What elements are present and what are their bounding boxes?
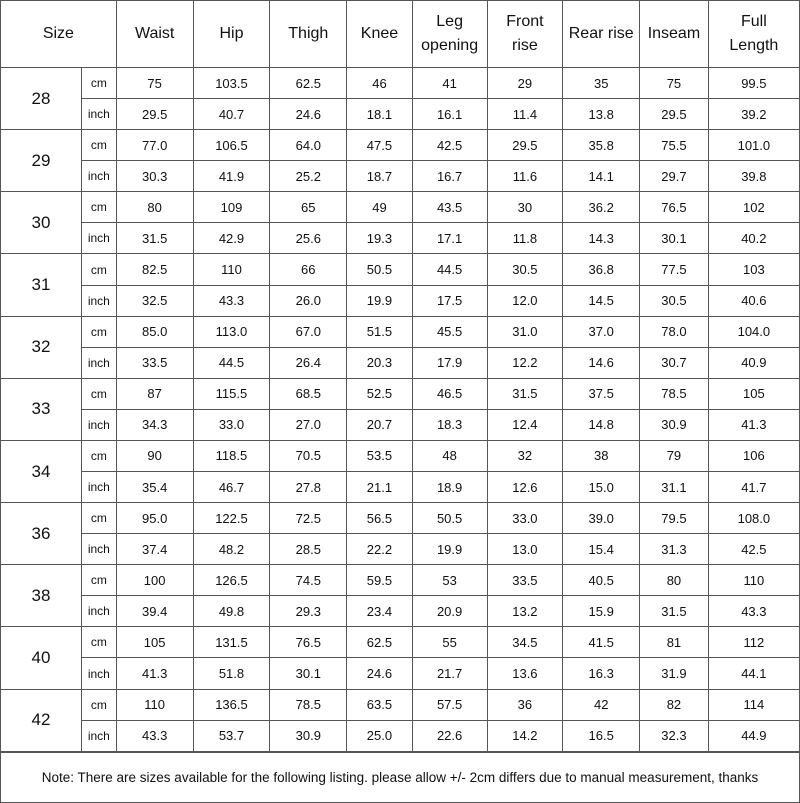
size-value: 28 bbox=[1, 68, 82, 130]
header-waist: Waist bbox=[116, 1, 193, 68]
unit-label: inch bbox=[81, 534, 116, 565]
measurement-cell: 66 bbox=[270, 254, 347, 285]
measurement-cell: 100 bbox=[116, 565, 193, 596]
measurement-cell: 67.0 bbox=[270, 316, 347, 347]
unit-label: cm bbox=[81, 316, 116, 347]
table-row bbox=[1, 316, 800, 347]
measurement-cell: 36.2 bbox=[563, 192, 640, 223]
measurement-cell: 18.7 bbox=[347, 161, 413, 192]
unit-label: inch bbox=[81, 285, 116, 316]
measurement-cell: 16.7 bbox=[412, 161, 487, 192]
measurement-cell: 40.7 bbox=[193, 99, 270, 130]
measurement-cell: 18.9 bbox=[412, 472, 487, 503]
measurement-cell: 31.3 bbox=[640, 534, 709, 565]
measurement-cell: 16.5 bbox=[563, 720, 640, 751]
measurement-cell: 31.9 bbox=[640, 658, 709, 689]
measurement-cell: 35.4 bbox=[116, 472, 193, 503]
unit-label: inch bbox=[81, 161, 116, 192]
table-row bbox=[1, 596, 800, 627]
measurement-cell: 118.5 bbox=[193, 440, 270, 471]
table-row bbox=[1, 68, 800, 99]
unit-label: inch bbox=[81, 658, 116, 689]
table-row bbox=[1, 627, 800, 658]
size-value: 30 bbox=[1, 192, 82, 254]
measurement-cell: 41.7 bbox=[708, 472, 799, 503]
measurement-cell: 77.5 bbox=[640, 254, 709, 285]
measurement-cell: 49.8 bbox=[193, 596, 270, 627]
measurement-cell: 11.6 bbox=[487, 161, 563, 192]
measurement-cell: 31.5 bbox=[640, 596, 709, 627]
measurement-cell: 99.5 bbox=[708, 68, 799, 99]
table-row bbox=[1, 378, 800, 409]
measurement-cell: 12.2 bbox=[487, 347, 563, 378]
table-row bbox=[1, 565, 800, 596]
measurement-cell: 19.3 bbox=[347, 223, 413, 254]
measurement-cell: 108.0 bbox=[708, 503, 799, 534]
table-row bbox=[1, 285, 800, 316]
measurement-cell: 51.5 bbox=[347, 316, 413, 347]
unit-label: cm bbox=[81, 565, 116, 596]
measurement-cell: 12.6 bbox=[487, 472, 563, 503]
measurement-cell: 47.5 bbox=[347, 130, 413, 161]
measurement-cell: 29.5 bbox=[640, 99, 709, 130]
measurement-cell: 40.9 bbox=[708, 347, 799, 378]
measurement-cell: 35.8 bbox=[563, 130, 640, 161]
measurement-cell: 79.5 bbox=[640, 503, 709, 534]
measurement-cell: 36.8 bbox=[563, 254, 640, 285]
unit-label: cm bbox=[81, 68, 116, 99]
measurement-cell: 41 bbox=[412, 68, 487, 99]
measurement-cell: 14.3 bbox=[563, 223, 640, 254]
size-value: 36 bbox=[1, 503, 82, 565]
measurement-cell: 80 bbox=[116, 192, 193, 223]
unit-label: cm bbox=[81, 440, 116, 471]
measurement-cell: 19.9 bbox=[347, 285, 413, 316]
measurement-cell: 76.5 bbox=[640, 192, 709, 223]
measurement-cell: 19.9 bbox=[412, 534, 487, 565]
unit-label: cm bbox=[81, 627, 116, 658]
measurement-cell: 25.6 bbox=[270, 223, 347, 254]
measurement-cell: 78.5 bbox=[270, 689, 347, 720]
size-value: 38 bbox=[1, 565, 82, 627]
measurement-cell: 30.1 bbox=[640, 223, 709, 254]
measurement-cell: 75.5 bbox=[640, 130, 709, 161]
measurement-cell: 11.4 bbox=[487, 99, 563, 130]
measurement-cell: 37.5 bbox=[563, 378, 640, 409]
measurement-cell: 38 bbox=[563, 440, 640, 471]
measurement-cell: 22.6 bbox=[412, 720, 487, 751]
header-knee: Knee bbox=[347, 1, 413, 68]
measurement-cell: 29.5 bbox=[116, 99, 193, 130]
measurement-cell: 50.5 bbox=[412, 503, 487, 534]
measurement-cell: 62.5 bbox=[270, 68, 347, 99]
measurement-cell: 27.8 bbox=[270, 472, 347, 503]
measurement-cell: 31.5 bbox=[487, 378, 563, 409]
measurement-cell: 29.5 bbox=[487, 130, 563, 161]
measurement-cell: 85.0 bbox=[116, 316, 193, 347]
unit-label: inch bbox=[81, 223, 116, 254]
table-row bbox=[1, 534, 800, 565]
measurement-cell: 13.8 bbox=[563, 99, 640, 130]
measurement-cell: 44.9 bbox=[708, 720, 799, 751]
measurement-cell: 43.5 bbox=[412, 192, 487, 223]
measurement-cell: 136.5 bbox=[193, 689, 270, 720]
measurement-cell: 126.5 bbox=[193, 565, 270, 596]
measurement-cell: 33.5 bbox=[487, 565, 563, 596]
measurement-cell: 31.1 bbox=[640, 472, 709, 503]
measurement-cell: 29.7 bbox=[640, 161, 709, 192]
measurement-cell: 53.7 bbox=[193, 720, 270, 751]
measurement-cell: 131.5 bbox=[193, 627, 270, 658]
measurement-cell: 95.0 bbox=[116, 503, 193, 534]
measurement-cell: 42.9 bbox=[193, 223, 270, 254]
measurement-cell: 102 bbox=[708, 192, 799, 223]
measurement-cell: 40.2 bbox=[708, 223, 799, 254]
size-value: 42 bbox=[1, 689, 82, 751]
measurement-cell: 39.8 bbox=[708, 161, 799, 192]
unit-label: inch bbox=[81, 472, 116, 503]
size-value: 40 bbox=[1, 627, 82, 689]
measurement-cell: 48.2 bbox=[193, 534, 270, 565]
measurement-cell: 33.0 bbox=[193, 409, 270, 440]
measurement-cell: 41.9 bbox=[193, 161, 270, 192]
table-row bbox=[1, 472, 800, 503]
size-chart-body bbox=[1, 68, 800, 752]
measurement-cell: 31.5 bbox=[116, 223, 193, 254]
measurement-cell: 46 bbox=[347, 68, 413, 99]
measurement-cell: 14.8 bbox=[563, 409, 640, 440]
measurement-cell: 32.3 bbox=[640, 720, 709, 751]
unit-label: cm bbox=[81, 192, 116, 223]
unit-label: cm bbox=[81, 503, 116, 534]
measurement-cell: 42.5 bbox=[708, 534, 799, 565]
measurement-cell: 48 bbox=[412, 440, 487, 471]
measurement-cell: 16.3 bbox=[563, 658, 640, 689]
measurement-cell: 109 bbox=[193, 192, 270, 223]
measurement-cell: 30.9 bbox=[270, 720, 347, 751]
unit-label: cm bbox=[81, 378, 116, 409]
measurement-cell: 32 bbox=[487, 440, 563, 471]
measurement-cell: 78.0 bbox=[640, 316, 709, 347]
measurement-cell: 55 bbox=[412, 627, 487, 658]
measurement-cell: 44.1 bbox=[708, 658, 799, 689]
measurement-cell: 37.0 bbox=[563, 316, 640, 347]
measurement-cell: 15.0 bbox=[563, 472, 640, 503]
table-row bbox=[1, 440, 800, 471]
measurement-cell: 114 bbox=[708, 689, 799, 720]
measurement-cell: 49 bbox=[347, 192, 413, 223]
measurement-cell: 53 bbox=[412, 565, 487, 596]
measurement-cell: 63.5 bbox=[347, 689, 413, 720]
measurement-cell: 20.7 bbox=[347, 409, 413, 440]
measurement-cell: 24.6 bbox=[347, 658, 413, 689]
measurement-cell: 65 bbox=[270, 192, 347, 223]
measurement-cell: 106 bbox=[708, 440, 799, 471]
measurement-cell: 12.0 bbox=[487, 285, 563, 316]
header-row bbox=[1, 1, 800, 68]
unit-label: inch bbox=[81, 720, 116, 751]
measurement-cell: 37.4 bbox=[116, 534, 193, 565]
measurement-cell: 30.5 bbox=[640, 285, 709, 316]
measurement-cell: 87 bbox=[116, 378, 193, 409]
measurement-cell: 101.0 bbox=[708, 130, 799, 161]
size-value: 34 bbox=[1, 440, 82, 502]
measurement-cell: 45.5 bbox=[412, 316, 487, 347]
measurement-cell: 40.6 bbox=[708, 285, 799, 316]
measurement-cell: 105 bbox=[708, 378, 799, 409]
table-row bbox=[1, 99, 800, 130]
header-inseam: Inseam bbox=[640, 1, 709, 68]
measurement-cell: 23.4 bbox=[347, 596, 413, 627]
measurement-cell: 33.0 bbox=[487, 503, 563, 534]
measurement-note: Note: There are sizes available for the following listing. please allow +/- 2cm differs due to manual measurement, thanks bbox=[0, 752, 800, 803]
measurement-cell: 35 bbox=[563, 68, 640, 99]
measurement-cell: 57.5 bbox=[412, 689, 487, 720]
size-value: 32 bbox=[1, 316, 82, 378]
table-row bbox=[1, 192, 800, 223]
measurement-cell: 90 bbox=[116, 440, 193, 471]
measurement-cell: 40.5 bbox=[563, 565, 640, 596]
measurement-cell: 43.3 bbox=[708, 596, 799, 627]
table-row bbox=[1, 223, 800, 254]
measurement-cell: 27.0 bbox=[270, 409, 347, 440]
measurement-cell: 46.5 bbox=[412, 378, 487, 409]
measurement-cell: 113.0 bbox=[193, 316, 270, 347]
measurement-cell: 110 bbox=[193, 254, 270, 285]
measurement-cell: 75 bbox=[116, 68, 193, 99]
measurement-cell: 105 bbox=[116, 627, 193, 658]
measurement-cell: 41.5 bbox=[563, 627, 640, 658]
measurement-cell: 26.0 bbox=[270, 285, 347, 316]
measurement-cell: 56.5 bbox=[347, 503, 413, 534]
table-row bbox=[1, 130, 800, 161]
measurement-cell: 110 bbox=[116, 689, 193, 720]
measurement-cell: 79 bbox=[640, 440, 709, 471]
size-value: 33 bbox=[1, 378, 82, 440]
measurement-cell: 76.5 bbox=[270, 627, 347, 658]
measurement-cell: 34.5 bbox=[487, 627, 563, 658]
header-hip: Hip bbox=[193, 1, 270, 68]
measurement-cell: 21.1 bbox=[347, 472, 413, 503]
measurement-cell: 82.5 bbox=[116, 254, 193, 285]
table-row bbox=[1, 503, 800, 534]
unit-label: cm bbox=[81, 130, 116, 161]
measurement-cell: 41.3 bbox=[708, 409, 799, 440]
measurement-cell: 24.6 bbox=[270, 99, 347, 130]
unit-label: inch bbox=[81, 347, 116, 378]
measurement-cell: 68.5 bbox=[270, 378, 347, 409]
measurement-cell: 29 bbox=[487, 68, 563, 99]
measurement-cell: 20.3 bbox=[347, 347, 413, 378]
measurement-cell: 18.3 bbox=[412, 409, 487, 440]
measurement-cell: 59.5 bbox=[347, 565, 413, 596]
unit-label: inch bbox=[81, 596, 116, 627]
measurement-cell: 53.5 bbox=[347, 440, 413, 471]
measurement-cell: 22.2 bbox=[347, 534, 413, 565]
measurement-cell: 14.2 bbox=[487, 720, 563, 751]
measurement-cell: 12.4 bbox=[487, 409, 563, 440]
measurement-cell: 29.3 bbox=[270, 596, 347, 627]
measurement-cell: 62.5 bbox=[347, 627, 413, 658]
table-row bbox=[1, 658, 800, 689]
measurement-cell: 15.9 bbox=[563, 596, 640, 627]
table-row bbox=[1, 254, 800, 285]
measurement-cell: 26.4 bbox=[270, 347, 347, 378]
measurement-cell: 14.6 bbox=[563, 347, 640, 378]
measurement-cell: 13.2 bbox=[487, 596, 563, 627]
measurement-cell: 11.8 bbox=[487, 223, 563, 254]
measurement-cell: 44.5 bbox=[412, 254, 487, 285]
measurement-cell: 75 bbox=[640, 68, 709, 99]
measurement-cell: 80 bbox=[640, 565, 709, 596]
measurement-cell: 52.5 bbox=[347, 378, 413, 409]
header-rear-rise: Rear rise bbox=[563, 1, 640, 68]
measurement-cell: 30.3 bbox=[116, 161, 193, 192]
measurement-cell: 17.9 bbox=[412, 347, 487, 378]
measurement-cell: 46.7 bbox=[193, 472, 270, 503]
measurement-cell: 103 bbox=[708, 254, 799, 285]
measurement-cell: 30.9 bbox=[640, 409, 709, 440]
header-full-length: Full Length bbox=[708, 1, 799, 68]
measurement-cell: 30.7 bbox=[640, 347, 709, 378]
measurement-cell: 112 bbox=[708, 627, 799, 658]
table-row bbox=[1, 409, 800, 440]
measurement-cell: 16.1 bbox=[412, 99, 487, 130]
header-leg-opening: Leg opening bbox=[412, 1, 487, 68]
measurement-cell: 122.5 bbox=[193, 503, 270, 534]
measurement-cell: 43.3 bbox=[116, 720, 193, 751]
measurement-cell: 13.6 bbox=[487, 658, 563, 689]
measurement-cell: 110 bbox=[708, 565, 799, 596]
measurement-cell: 25.0 bbox=[347, 720, 413, 751]
table-row bbox=[1, 720, 800, 751]
measurement-cell: 72.5 bbox=[270, 503, 347, 534]
measurement-cell: 74.5 bbox=[270, 565, 347, 596]
unit-label: cm bbox=[81, 254, 116, 285]
measurement-cell: 31.0 bbox=[487, 316, 563, 347]
measurement-cell: 34.3 bbox=[116, 409, 193, 440]
table-row bbox=[1, 689, 800, 720]
unit-label: cm bbox=[81, 689, 116, 720]
measurement-cell: 77.0 bbox=[116, 130, 193, 161]
header-size: Size bbox=[1, 1, 117, 68]
unit-label: inch bbox=[81, 409, 116, 440]
measurement-cell: 81 bbox=[640, 627, 709, 658]
measurement-cell: 64.0 bbox=[270, 130, 347, 161]
measurement-cell: 70.5 bbox=[270, 440, 347, 471]
measurement-cell: 33.5 bbox=[116, 347, 193, 378]
table-row bbox=[1, 347, 800, 378]
measurement-cell: 14.1 bbox=[563, 161, 640, 192]
measurement-cell: 39.0 bbox=[563, 503, 640, 534]
measurement-cell: 51.8 bbox=[193, 658, 270, 689]
measurement-cell: 15.4 bbox=[563, 534, 640, 565]
measurement-cell: 30.1 bbox=[270, 658, 347, 689]
measurement-cell: 42.5 bbox=[412, 130, 487, 161]
measurement-cell: 104.0 bbox=[708, 316, 799, 347]
measurement-cell: 50.5 bbox=[347, 254, 413, 285]
measurement-cell: 18.1 bbox=[347, 99, 413, 130]
measurement-cell: 25.2 bbox=[270, 161, 347, 192]
measurement-cell: 78.5 bbox=[640, 378, 709, 409]
header-thigh: Thigh bbox=[270, 1, 347, 68]
measurement-cell: 44.5 bbox=[193, 347, 270, 378]
header-front-rise: Front rise bbox=[487, 1, 563, 68]
measurement-cell: 39.2 bbox=[708, 99, 799, 130]
measurement-cell: 115.5 bbox=[193, 378, 270, 409]
unit-label: inch bbox=[81, 99, 116, 130]
measurement-cell: 30 bbox=[487, 192, 563, 223]
table-row bbox=[1, 161, 800, 192]
measurement-cell: 103.5 bbox=[193, 68, 270, 99]
measurement-cell: 106.5 bbox=[193, 130, 270, 161]
measurement-cell: 36 bbox=[487, 689, 563, 720]
measurement-cell: 41.3 bbox=[116, 658, 193, 689]
measurement-cell: 82 bbox=[640, 689, 709, 720]
measurement-cell: 13.0 bbox=[487, 534, 563, 565]
measurement-cell: 42 bbox=[563, 689, 640, 720]
size-value: 29 bbox=[1, 130, 82, 192]
measurement-cell: 32.5 bbox=[116, 285, 193, 316]
measurement-cell: 43.3 bbox=[193, 285, 270, 316]
measurement-cell: 39.4 bbox=[116, 596, 193, 627]
size-value: 31 bbox=[1, 254, 82, 316]
measurement-cell: 21.7 bbox=[412, 658, 487, 689]
measurement-cell: 28.5 bbox=[270, 534, 347, 565]
measurement-cell: 30.5 bbox=[487, 254, 563, 285]
measurement-cell: 20.9 bbox=[412, 596, 487, 627]
measurement-cell: 14.5 bbox=[563, 285, 640, 316]
measurement-cell: 17.1 bbox=[412, 223, 487, 254]
measurement-cell: 17.5 bbox=[412, 285, 487, 316]
